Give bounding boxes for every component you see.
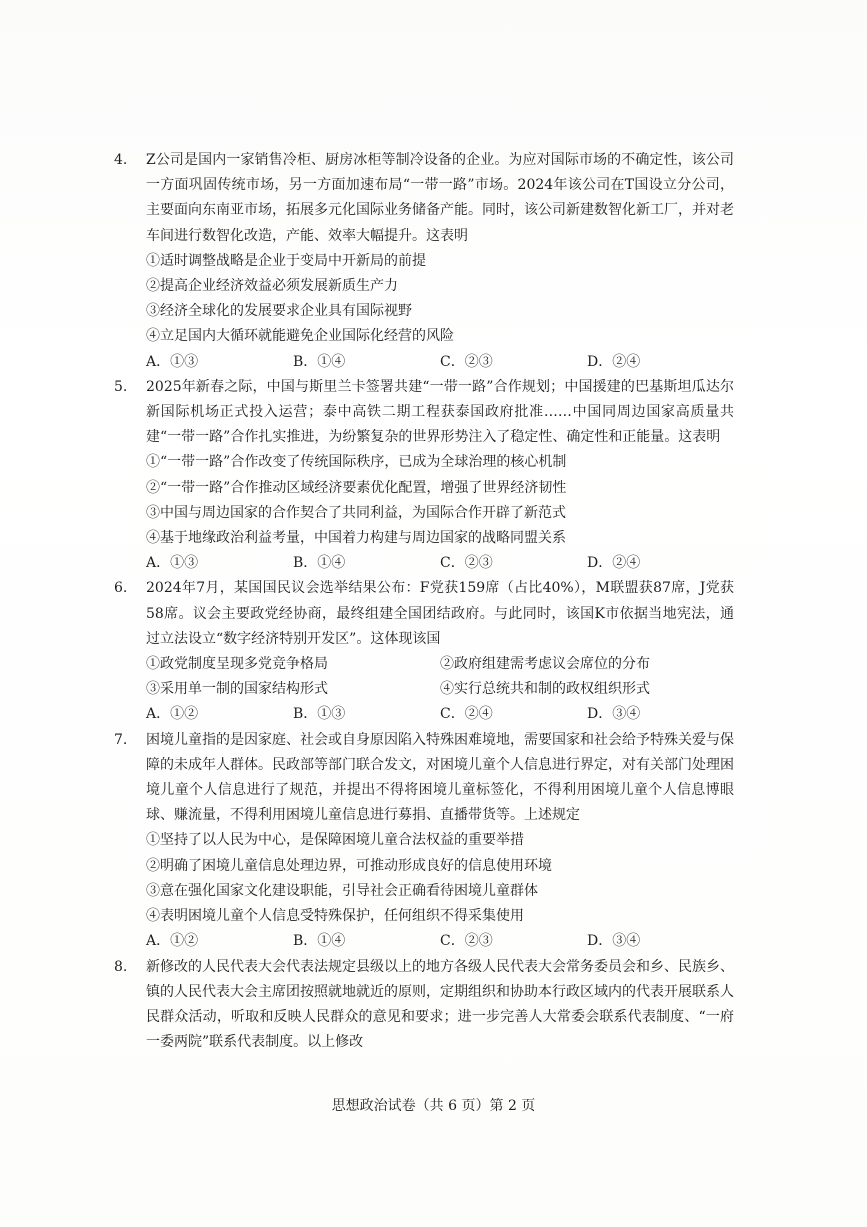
choice-b: B．①④ (293, 555, 346, 572)
choice-c: C．②③ (440, 933, 493, 950)
question-7 (114, 728, 734, 955)
question-number: 4. (114, 152, 128, 168)
statement-option-2: ②“一带一路”合作推动区域经济要素优化配置，增强了世界经济韧性 (146, 479, 567, 496)
question-number: 5. (114, 378, 128, 395)
answer-choices (146, 551, 734, 576)
statement-option-3: ③意在强化国家文化建设职能，引导社会正确看待困境儿童群体 (146, 882, 538, 899)
choice-d: D．②④ (587, 353, 641, 370)
question-stem: 困境儿童指的是因家庭、社会或自身原因陷入特殊困难境地，需要国家和社会给予特殊关爱与保障的未成年人群体。民政部等部门联合发文，对困境儿童个人信息进行界定，对有关部门处理困境儿童个人信息进行了规范，并提出不得将困境儿童标签化，不得利用困境儿童个人信息博眼球、赚流量，不得利用困境儿童信息进行募捐、直播带货等。上述规定 (146, 731, 734, 824)
question-number: 6. (114, 580, 128, 597)
choice-d: D．③④ (587, 933, 641, 950)
answer-choices (146, 702, 734, 727)
statement-option-1: ①坚持了以人民为中心，是保障困境儿童合法权益的重要举措 (146, 832, 524, 849)
choice-b: B．①③ (293, 706, 346, 723)
statement-option-4: ④实行总统共和制的政权组织形式 (440, 681, 650, 698)
question-4 (114, 148, 734, 375)
questions-area (114, 148, 734, 1055)
statement-option-3: ③采用单一制的国家结构形式 (146, 681, 328, 698)
choice-d: D．②④ (587, 555, 641, 572)
choice-c: C．②③ (440, 555, 493, 572)
question-number: 7. (114, 731, 128, 748)
statement-option-3: ③经济全球化的发展要求企业具有国际视野 (146, 303, 412, 320)
statement-option-1: ①适时调整战略是企业于变局中开新局的前提 (146, 252, 426, 269)
choice-b: B．①④ (293, 933, 346, 950)
question-stem: Z公司是国内一家销售冷柜、厨房冰柜等制冷设备的企业。为应对国际市场的不确定性，该公司一方面巩固传统市场，另一方面加速布局“一带一路”市场。2024年该公司在T国设立分公司，主要面向东南亚市场，拓展多元化国际业务储备产能。同时，该公司新建数智化新工厂，并对老车间进行数智化改造，产能、效率大幅提升。这表明 (146, 152, 734, 244)
statement-option-4: ④基于地缘政治利益考量，中国着力构建与周边国家的战略同盟关系 (146, 530, 566, 547)
choice-c: C．②④ (440, 706, 493, 723)
choice-c: C．②③ (440, 353, 493, 370)
question-stem: 2025年新春之际，中国与斯里兰卡签署共建“一带一路”合作规划；中国援建的巴基斯坦瓜达尔新国际机场正式投入运营；泰中高铁二期工程获泰国政府批准……中国同周边国家高质量共建“一带一路”合作扎实推进，为纷繁复杂的世界形势注入了稳定性、确定性和正能量。这表明 (146, 378, 734, 446)
question-8 (114, 955, 734, 1056)
choice-a: A．①③ (146, 353, 199, 370)
statement-option-4: ④立足国内大循环就能避免企业国际化经营的风险 (146, 328, 454, 345)
statement-option-1: ①政党制度呈现多党竞争格局 (146, 656, 328, 673)
answer-choices (146, 350, 734, 375)
question-6 (114, 576, 734, 727)
choice-a: A．①③ (146, 555, 199, 572)
question-stem: 2024年7月，某国国民议会选举结果公布：F党获159席（占比40%），M联盟获87席，J党获58席。议会主要政党经协商，最终组建全国团结政府。与此同时，该国K市依据当地宪法，通过立法设立“数字经济特别开发区”。这体现该国 (146, 580, 734, 647)
choice-b: B．①④ (293, 353, 346, 370)
statement-option-1: ①“一带一路”合作改变了传统国际秩序，已成为全球治理的核心机制 (146, 454, 567, 471)
answer-choices (146, 929, 734, 954)
statement-option-4: ④表明困境儿童个人信息受特殊保护，任何组织不得采集使用 (146, 908, 524, 925)
statement-option-3: ③中国与周边国家的合作契合了共同利益，为国际合作开辟了新范式 (146, 504, 566, 521)
statement-option-2: ②政府组建需考虑议会席位的分布 (440, 656, 650, 673)
statement-options (146, 652, 734, 702)
question-5 (114, 375, 734, 577)
question-number: 8. (114, 958, 128, 975)
statement-option-2: ②明确了困境儿童信息处理边界，可推动形成良好的信息使用环境 (146, 857, 552, 874)
question-stem: 新修改的人民代表大会代表法规定县级以上的地方各级人民代表大会常务委员会和乡、民族乡、镇的人民代表大会主席团按照就地就近的原则，定期组织和协助本行政区域内的代表开展联系人民群众活动，听取和反映人民群众的意见和要求；进一步完善人大常委会联系代表制度、“一府一委两院”联系代表制度。以上修改 (146, 958, 734, 1051)
choice-d: D．③④ (587, 706, 641, 723)
choice-a: A．①② (146, 706, 199, 723)
page-footer: 思想政治试卷（共 6 页）第 2 页 (331, 1098, 536, 1114)
choice-a: A．①② (146, 933, 199, 950)
statement-option-2: ②提高企业经济效益必须发展新质生产力 (146, 278, 398, 295)
